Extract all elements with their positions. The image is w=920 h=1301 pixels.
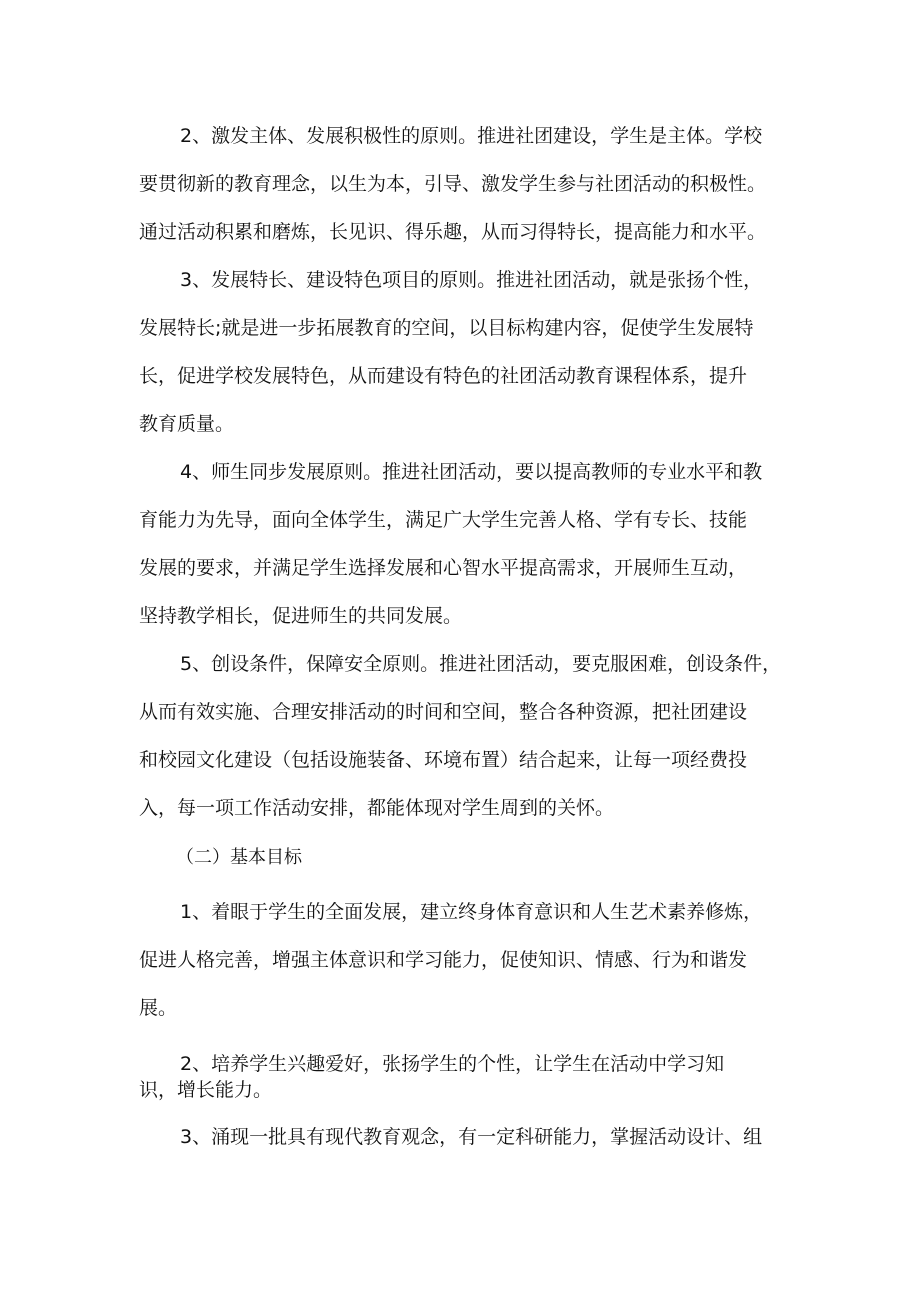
text-line: 坚持教学相长，促进师生的共同发展。 <box>139 605 463 627</box>
text-line: 入，每一项工作活动安排，都能体现对学生周到的关怀。 <box>139 797 615 819</box>
section-heading-text: （二）基本目标 <box>176 847 302 868</box>
text-line: 4、师生同步发展原则。推进社团活动，要以提高教师的专业水平和教 <box>180 461 763 483</box>
text-line: 2、激发主体、发展积极性的原则。推进社团建设，学生是主体。学校 <box>180 125 763 147</box>
text-line: 教育质量。 <box>139 413 235 435</box>
text-line: 2、培养学生兴趣爱好，张扬学生的个性，让学生在活动中学习知 <box>180 1053 725 1075</box>
text-line: 3、涌现一批具有现代教育观念，有一定科研能力，掌握活动设计、组 <box>180 1126 763 1148</box>
text-line: 从而有效实施、合理安排活动的时间和空间，整合各种资源，把社团建设 <box>139 701 748 723</box>
text-line: 发展特长;就是进一步拓展教育的空间，以目标构建内容，促使学生发展特 <box>139 317 754 339</box>
text-line: 育能力为先导，面向全体学生，满足广大学生完善人格、学有专长、技能 <box>139 509 748 531</box>
text-line: 3、发展特长、建设特色项目的原则。推进社团活动，就是张扬个性， <box>180 269 763 291</box>
text-line: 识，增长能力。 <box>139 1079 273 1101</box>
text-line: 5、创设条件，保障安全原则。推进社团活动，要克服困难，创设条件， <box>180 653 782 675</box>
text-line: 展。 <box>139 997 178 1019</box>
text-line: 促进人格完善，增强主体意识和学习能力，促使知识、情感、行为和谐发 <box>139 949 748 971</box>
text-line: 要贯彻新的教育理念，以生为本，引导、激发学生参与社团活动的积极性。 <box>139 173 767 195</box>
text-line: 发展的要求，并满足学生选择发展和心智水平提高需求，开展师生互动， <box>139 557 748 579</box>
text-line: 长，促进学校发展特色，从而建设有特色的社团活动教育课程体系，提升 <box>139 365 748 387</box>
text-line: 通过活动积累和磨炼，长见识、得乐趣，从而习得特长，提高能力和水平。 <box>139 221 767 243</box>
text-line: 和校园文化建设（包括设施装备、环境布置）结合起来，让每一项经费投 <box>139 749 748 771</box>
text-line: 1、着眼于学生的全面发展，建立终身体育意识和人生艺术素养修炼， <box>180 901 763 923</box>
